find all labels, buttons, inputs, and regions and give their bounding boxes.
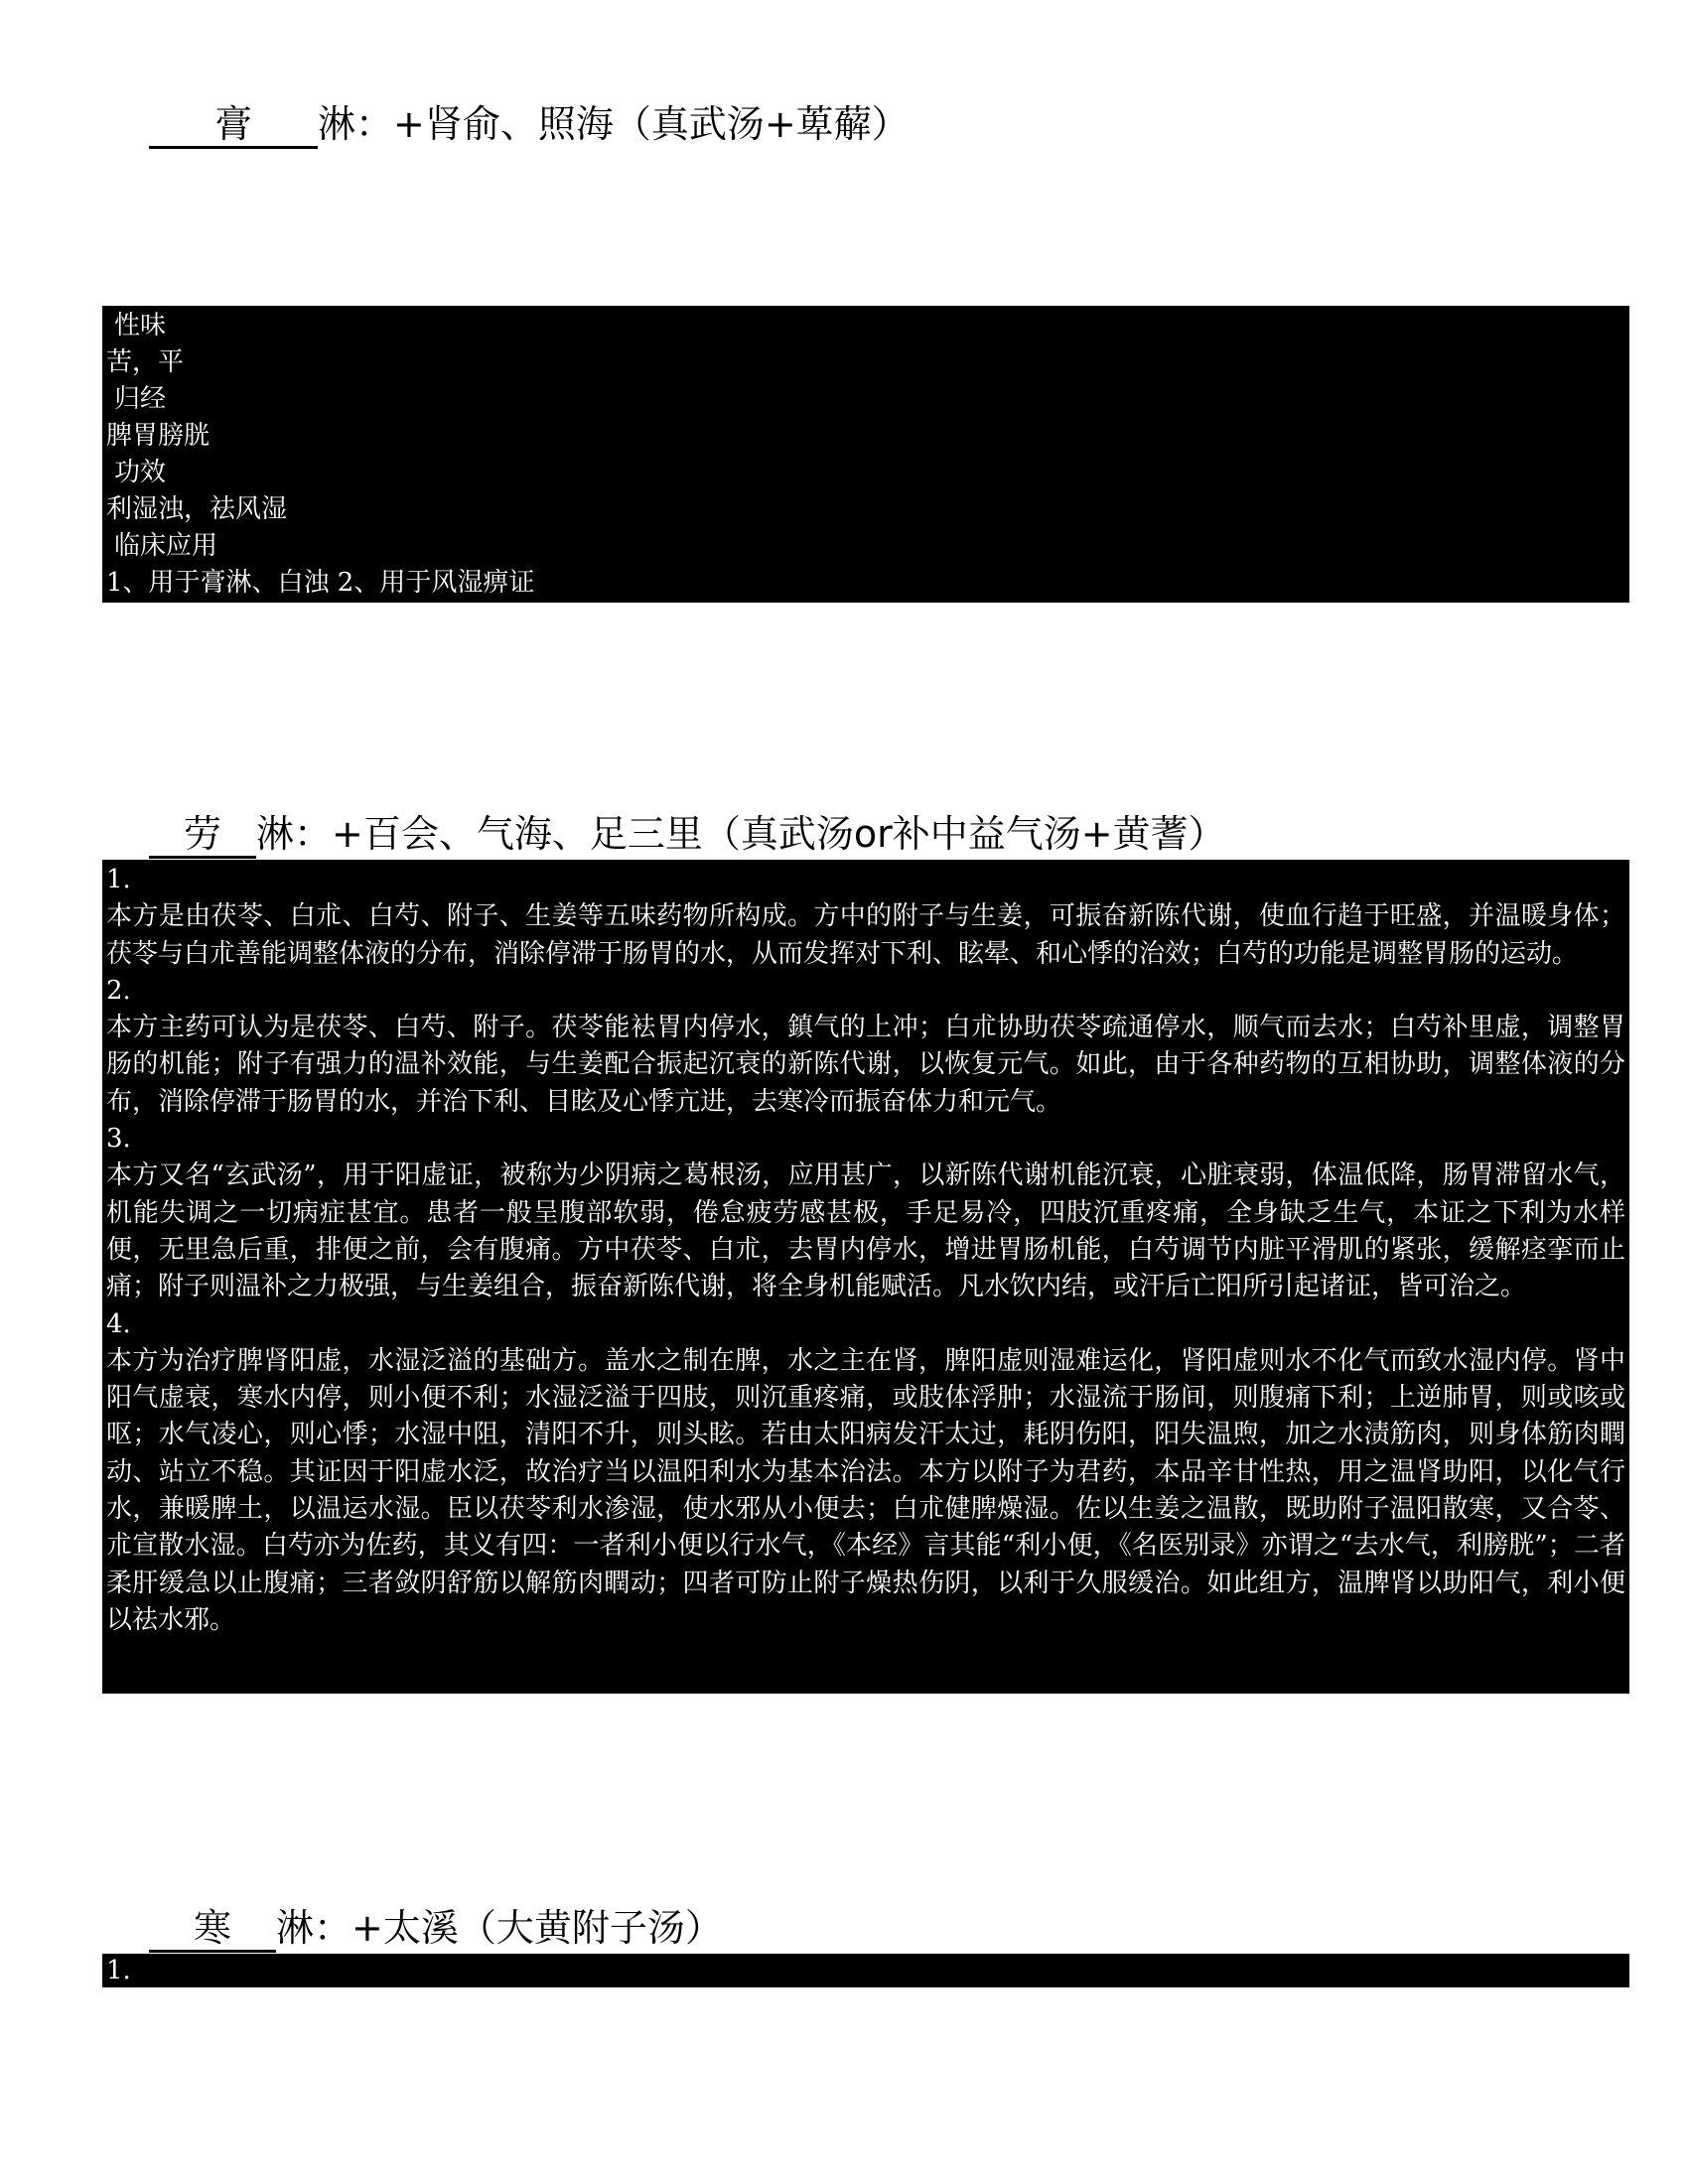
- heading-text: 淋：+百会、气海、足三里（真武汤or补中益气汤+黄蓍）: [256, 812, 1226, 856]
- heading-blank: 膏: [149, 102, 318, 149]
- value-xingwei: 苦，平: [106, 347, 185, 377]
- label-xingwei: 性味: [114, 311, 167, 341]
- value-gongxiao: 利湿浊，祛风湿: [106, 494, 288, 524]
- value-linchuang: 1、用于膏淋、白浊 2、用于风湿痹证: [106, 568, 535, 598]
- item-number: 3.: [106, 1124, 131, 1155]
- item-paragraph: 本方为治疗脾肾阳虚，水湿泛溢的基础方。盖水之制在脾，水之主在肾，脾阳虚则湿难运化，肾阳虚则水不化气而致水湿内停。肾中阳气虚衰，寒水内停，则小便不利；水湿泛溢于四肢，则沉重疼痛，或肢体浮肿；水湿流于肠间，则腹痛下利；上逆肺胃，则或咳或呕；水气凌心，则心悸；水湿中阻，清阳不升，则头眩。若由太阳病发汗太过，耗阴伤阳，阳失温煦，加之水渍筋肉，则身体筋肉瞤动、站立不稳。其证因于阳虚水泛，故治疗当以温阳利水为基本治法。本方以附子为君药，本品辛甘性热，用之温肾助阳，以化气行水，兼暖脾土，以温运水湿。臣以茯苓利水渗湿，使水邪从小便去；白朮健脾燥湿。佐以生姜之温散，既助附子温阳散寒，又合苓、朮宣散水湿。白芍亦为佐药，其义有四：一者利小便以行水气，《本经》言其能“利小便，《名医别录》亦谓之“去水气，利膀胱”；二者柔肝缓急以止腹痛；三者敛阴舒筋以解筋肉瞤动；四者可防止附子燥热伤阴，以利于久服缓治。如此组方，温脾肾以助阳气，利小便以祛水邪。: [106, 1345, 1625, 1635]
- section-heading-lao: [149, 809, 1226, 859]
- herb-info-box: [102, 306, 1629, 603]
- item-paragraph: 本方是由茯苓、白朮、白芍、附子、生姜等五味药物所构成。方中的附子与生姜，可振奋新陈代谢，使血行趋于旺盛，并温暖身体；茯苓与白朮善能调整体液的分布，消除停滞于肠胃的水，从而发挥对下利、眩晕、和心悸的治效；白芍的功能是调整胃肠的运动。: [106, 901, 1625, 969]
- section-heading-gao: [149, 99, 910, 149]
- heading-text: 淋：+肾俞、照海（真武汤+萆薢）: [318, 102, 910, 146]
- label-guijing: 归经: [114, 384, 167, 414]
- section-heading-han: [149, 1903, 723, 1953]
- item-number: 2.: [106, 975, 131, 1006]
- value-guijing: 脾胃膀胱: [106, 421, 211, 451]
- heading-blank: 劳: [149, 812, 256, 859]
- heading-blank: 寒: [149, 1906, 276, 1953]
- formula-notes-box: [102, 1954, 1629, 1987]
- label-linchuang: 临床应用: [114, 531, 218, 561]
- formula-notes-box: [102, 860, 1629, 1694]
- item-number: 1.: [106, 865, 131, 894]
- item-number: 4.: [106, 1308, 131, 1339]
- heading-text: 淋：+太溪（大黄附子汤）: [276, 1906, 723, 1950]
- item-number: 1.: [106, 1956, 131, 1985]
- item-paragraph: 本方主药可认为是茯苓、白芍、附子。茯苓能袪胃内停水，鎮气的上冲；白朮协助茯苓疏通停水，顺气而去水；白芍补里虚，调整胃肠的机能；附子有强力的温补效能，与生姜配合振起沉衰的新陈代谢，以恢复元气。如此，由于各种药物的互相协助，调整体液的分布，消除停滞于肠胃的水，并治下利、目眩及心悸亢进，去寒冷而振奋体力和元气。: [106, 1013, 1625, 1117]
- label-gongxiao: 功效: [114, 458, 167, 487]
- item-paragraph: 本方又名“玄武汤”，用于阳虚证，被称为少阴病之葛根汤，应用甚广，以新陈代谢机能沉衰，心脏衰弱，体温低降，肠胃滞留水气，机能失调之一切病症甚宜。患者一般呈腹部软弱，倦怠疲劳感甚极，手足易冷，四肢沉重疼痛，全身缺乏生气，本证之下利为水样便，无里急后重，排便之前，会有腹痛。方中茯苓、白朮，去胃内停水，增进胃肠机能，白芍调节内脏平滑肌的紧张，缓解痉挛而止痛；附子则温补之力极强，与生姜组合，振奋新陈代谢，将全身机能赋活。凡水饮内结，或汗后亡阳所引起诸证，皆可治之。: [106, 1160, 1625, 1302]
